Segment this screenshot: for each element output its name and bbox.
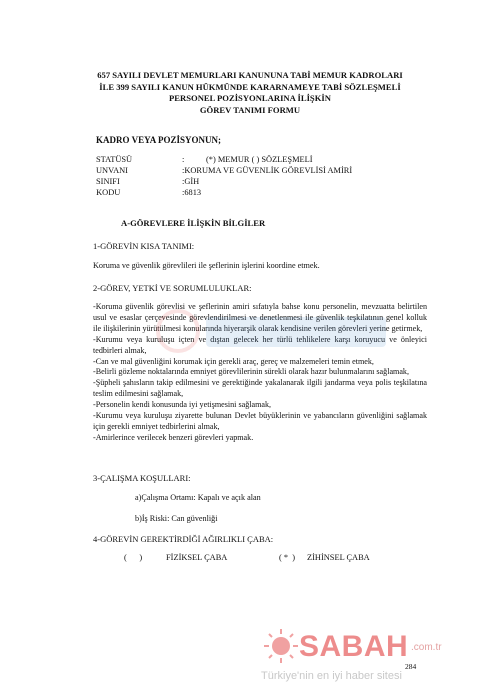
page-number: 284 <box>405 662 417 671</box>
field-statusu-value: (*) MEMUR ( ) SÖZLEŞMELİ <box>206 155 313 164</box>
title-line-3: PERSONEL POZİSYONLARINA İLİŞKİN <box>169 93 331 104</box>
list-item: -Belirli gözleme noktalarında emniyet görevlilerinin sürekli olarak hazır bulunmalarını sağlamak, <box>93 367 410 377</box>
watermark-tld: .com.tr <box>411 642 442 653</box>
list-item: -Personelin kendi konusunda iyi yetişmesini sağlamak, <box>93 400 272 410</box>
section-2-list <box>93 302 427 444</box>
effort-mental-checkbox: ( * ) <box>279 553 296 562</box>
field-statusu-colon: : <box>182 155 185 164</box>
effort-mental-label: ZİHİNSEL ÇABA <box>307 553 370 562</box>
section-1-heading: 1-GÖREVİN KISA TANIMI: <box>93 241 195 251</box>
kadro-heading: KADRO VEYA POZİSYONUN; <box>96 135 222 145</box>
title-line-4: GÖREV TANIMI FORMU <box>199 104 301 115</box>
list-item: -Şüpheli şahısların takip edilmesini ve gerektiğinde yakalanarak ilgili jandarma veya polis teşkilatına teslim edilmesini sağlamak, <box>93 378 427 399</box>
section-2-heading: 2-GÖREV, YETKİ VE SORUMLULUKLAR: <box>93 283 252 293</box>
title-line-1: 657 SAYILI DEVLET MEMURLARI KANUNUNA TABİ MEMUR KADROLARI <box>97 70 403 80</box>
list-item: -Can ve mal güvenliğini korumak için gerekli araç, gereç ve malzemeleri temin etmek, <box>93 356 374 366</box>
field-sinifi-label: SINIFI <box>96 177 120 186</box>
section-a-heading: A-GÖREVLERE İLİŞKİN BİLGİLER <box>121 218 266 228</box>
field-kodu-value: :6813 <box>182 188 202 197</box>
watermark-slogan: Türkiye'nin en iyi haber sitesi <box>261 670 402 682</box>
effort-physical-label: FİZİKSEL ÇABA <box>166 553 228 562</box>
form-title <box>80 70 420 116</box>
sun-icon <box>263 628 299 664</box>
sabah-watermark-logo <box>255 626 475 692</box>
list-item: -Kurumu veya kuruluşu içten ve dıştan gelecek her türlü tehlikelere karşı koruyucu ve önleyici tedbirleri almak, <box>93 334 427 355</box>
field-statusu-label: STATÜSÜ <box>96 155 133 164</box>
title-line-2: İLE 399 SAYILI KANUN HÜKMÜNDE KARARNAMEYE TABİ SÖZLEŞMELİ <box>99 81 401 92</box>
section-3-b: b)İş Riski: Can güvenliği <box>135 514 218 523</box>
section-1-text: Koruma ve güvenlik görevlileri ile şeflerinin işlerini koordine etmek. <box>93 261 320 270</box>
effort-physical-checkbox: ( ) <box>124 553 143 562</box>
field-unvani-label: UNVANI <box>96 166 128 175</box>
list-item: -Koruma güvenlik görevlisi ve şeflerinin amiri sıfatıyla bahse konu personelin, mevzuatta belirtilen usul ve esaslar çerçevesinde görevlendirilmesi ve denetlenmesi ile güvenlik teşkilatının genel kolluk ile ilişkilerinin yürütülmesi konularında hiyerarşik olarak kendisine verilen görevleri yerine getirmek, <box>93 302 427 333</box>
field-sinifi-value: :GİH <box>182 177 200 186</box>
section-3-a: a)Çalışma Ortamı: Kapalı ve açık alan <box>135 493 261 502</box>
section-4-heading: 4-GÖREVİN GEREKTİRDİĞİ AĞIRLIKLI ÇABA: <box>93 534 274 544</box>
section-3-heading: 3-ÇALIŞMA KOŞULLARI: <box>93 473 191 483</box>
watermark-brand: SABAH <box>299 630 409 663</box>
field-kodu-label: KODU <box>94 188 121 197</box>
list-item: -Amirlerince verilecek benzeri görevleri yapmak. <box>93 432 254 442</box>
list-item: -Kurumu veya kuruluşu ziyarette bulunan Devlet büyüklerinin ve yabancıların güvenliğini sağlamak için gerekli emniyet tedbirlerini almak, <box>93 411 427 431</box>
field-unvani-value: :KORUMA VE GÜVENLİK GÖREVLİSİ AMİRİ <box>182 166 353 175</box>
